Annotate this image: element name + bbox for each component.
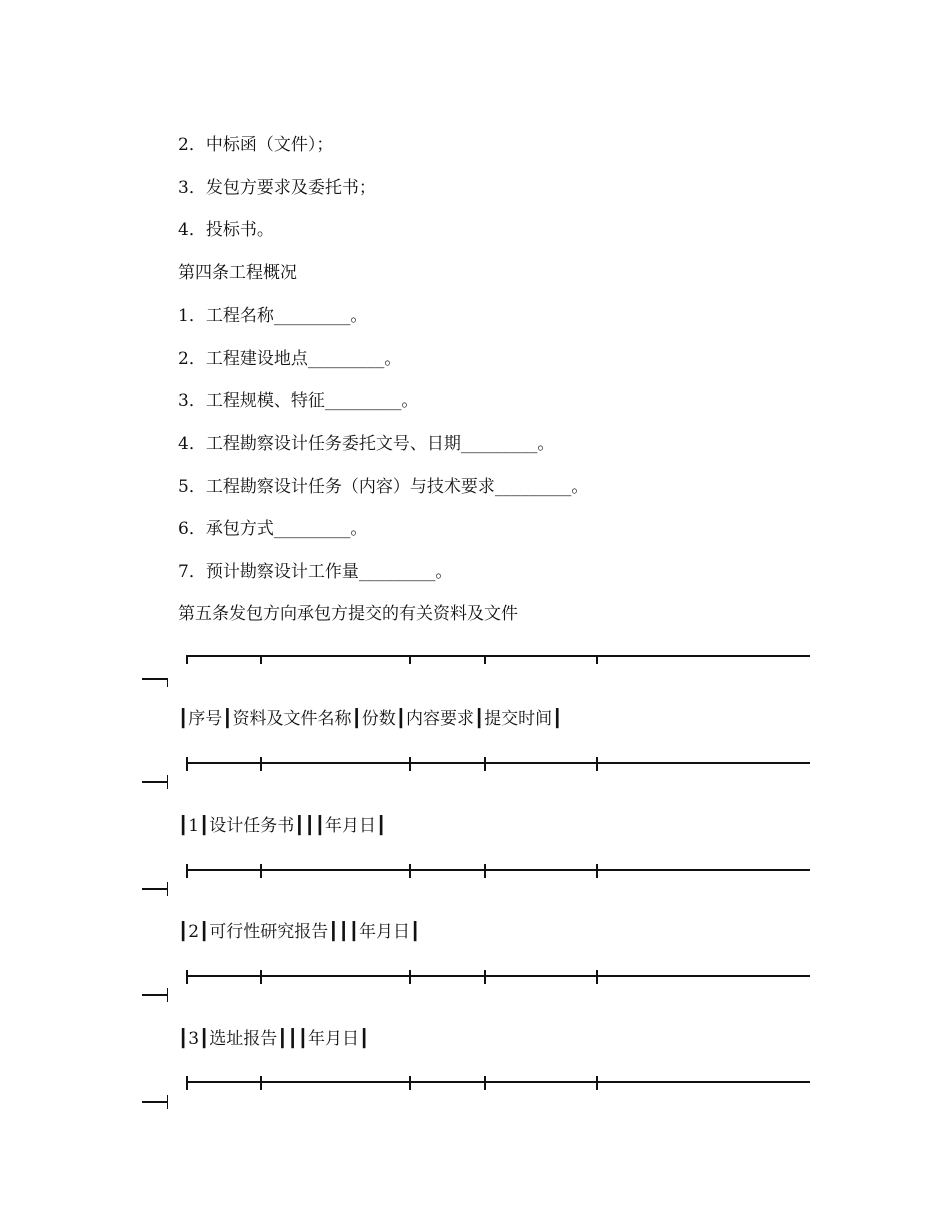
table-rule-divider	[186, 759, 810, 769]
table-rule-stub	[142, 1095, 168, 1111]
table-rule-stub	[142, 988, 168, 1004]
field-estimated-workload: 7．预计勘察设计工作量_________。	[178, 562, 453, 582]
table-rule-divider	[186, 866, 810, 876]
clause-item-bid-document: 4．投标书。	[178, 220, 274, 240]
table-row: ┃1┃设计任务书┃┃┃年月日┃	[178, 816, 387, 836]
field-project-scale: 3．工程规模、特征_________。	[178, 391, 419, 411]
table-rule-stub	[142, 775, 168, 791]
table-row: ┃2┃可行性研究报告┃┃┃年月日┃	[178, 922, 421, 942]
table-rule-divider	[186, 1078, 810, 1088]
table-header-row: ┃序号┃资料及文件名称┃份数┃内容要求┃提交时间┃	[178, 709, 563, 729]
field-contract-method: 6．承包方式_________。	[178, 519, 368, 539]
table-rule-stub	[142, 672, 168, 688]
table-row: ┃3┃选址报告┃┃┃年月日┃	[178, 1029, 370, 1049]
section-heading-article-4: 第四条工程概况	[178, 263, 297, 283]
table-rule-stub	[142, 882, 168, 898]
table-rule-top	[186, 652, 810, 662]
field-commission-number-date: 4．工程勘察设计任务委托文号、日期_________。	[178, 434, 555, 454]
field-task-requirements: 5．工程勘察设计任务（内容）与技术要求_________。	[178, 477, 589, 497]
clause-item-employer-requirements: 3．发包方要求及委托书；	[178, 178, 376, 198]
section-heading-article-5: 第五条发包方向承包方提交的有关资料及文件	[178, 604, 518, 624]
table-rule-divider	[186, 972, 810, 982]
clause-item-winning-bid-letter: 2．中标函（文件）；	[178, 135, 334, 155]
field-project-location: 2．工程建设地点_________。	[178, 349, 402, 369]
field-project-name: 1．工程名称_________。	[178, 306, 368, 326]
